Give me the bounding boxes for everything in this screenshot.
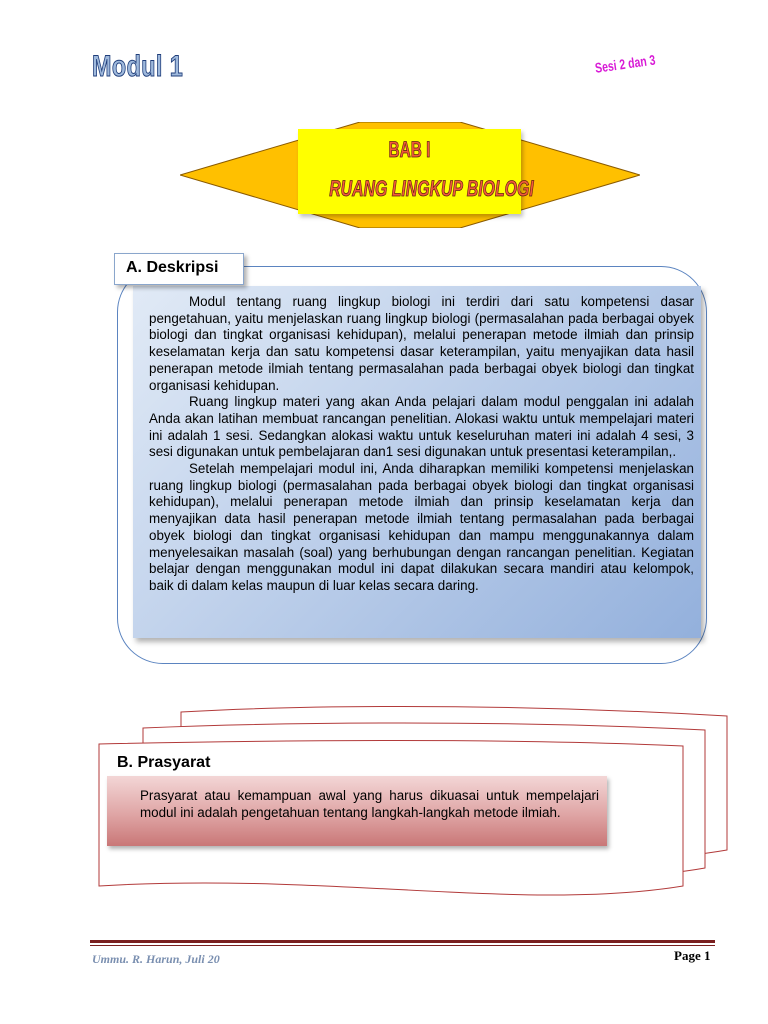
description-paragraph-1: Modul tentang ruang lingkup biologi ini terdiri dari satu kompetensi dasar pengetahuan, yaitu menjelaskan ruang lingkup biologi (permasalahan pada berbagai obyek biologi dan tingkat organisasi kehidupan), melalui penerapan metode ilmiah dan prinsip keselamatan kerja dan satu kompetensi dasar keterampilan, yaitu menyajikan data hasil penerapan metode ilmiah tentang permasalahan pada berbagai obyek biologi dan tingkat organisasi kehidupan. [149,294,694,393]
description-paragraph-2: Ruang lingkup materi yang akan Anda pelajari dalam modul penggalan ini adalah Anda akan latihan membuat rancangan penelitian. Alokasi waktu untuk mempelajari materi ini adalah 1 sesi. Sedangkan alokasi waktu untuk keseluruhan materi ini adalah 4 sesi, 3 sesi digunakan untuk pembelajaran dan1 sesi digunakan untuk presentasi keterampilan,. [149,394,694,460]
module-title: Modul 1 [92,50,184,83]
description-paragraph-3: Setelah mempelajari modul ini, Anda diharapkan memiliki kompetensi menjelaskan ruang lingkup biologi (permasalahan pada berbagai obyek biologi dan tingkat organisasi kehidupan), melalui penerapan metode ilmiah dan prinsip keselamatan kerja dan menyajikan data hasil penerapan metode ilmiah tentang permasalahan pada berbagai obyek biologi dan tingkat organisasi kehidupan dan mampu menggunakannya dalam menyelesaikan masalah (soal) yang berhubungan dengan rancangan penelitian. Kegiatan belajar dengan menggunakan modul ini dapat dilakukan secara mandiri atau kelompok, baik di dalam kelas maupun di luar kelas secara daring. [149,461,694,593]
footer-rule-thin [90,945,715,946]
page-number: Page 1 [674,948,711,963]
description-heading: A. Deskripsi [126,259,219,276]
chapter-number: BAB I [388,137,431,162]
session-label: Sesi 2 dan 3 [594,51,657,76]
description-text [149,294,694,595]
footer-author: Ummu. R. Harun, Juli 20 [92,952,220,966]
footer-rule-thick [90,940,715,943]
prerequisite-heading: B. Prasyarat [117,754,211,771]
chapter-title: RUANG LINGKUP BIOLOGI [329,176,534,201]
prerequisite-text: Prasyarat atau kemampuan awal yang harus dikuasai untuk mempelajari modul ini adalah pengetahuan tentang langkah-langkah metode ilmiah. [140,788,599,820]
